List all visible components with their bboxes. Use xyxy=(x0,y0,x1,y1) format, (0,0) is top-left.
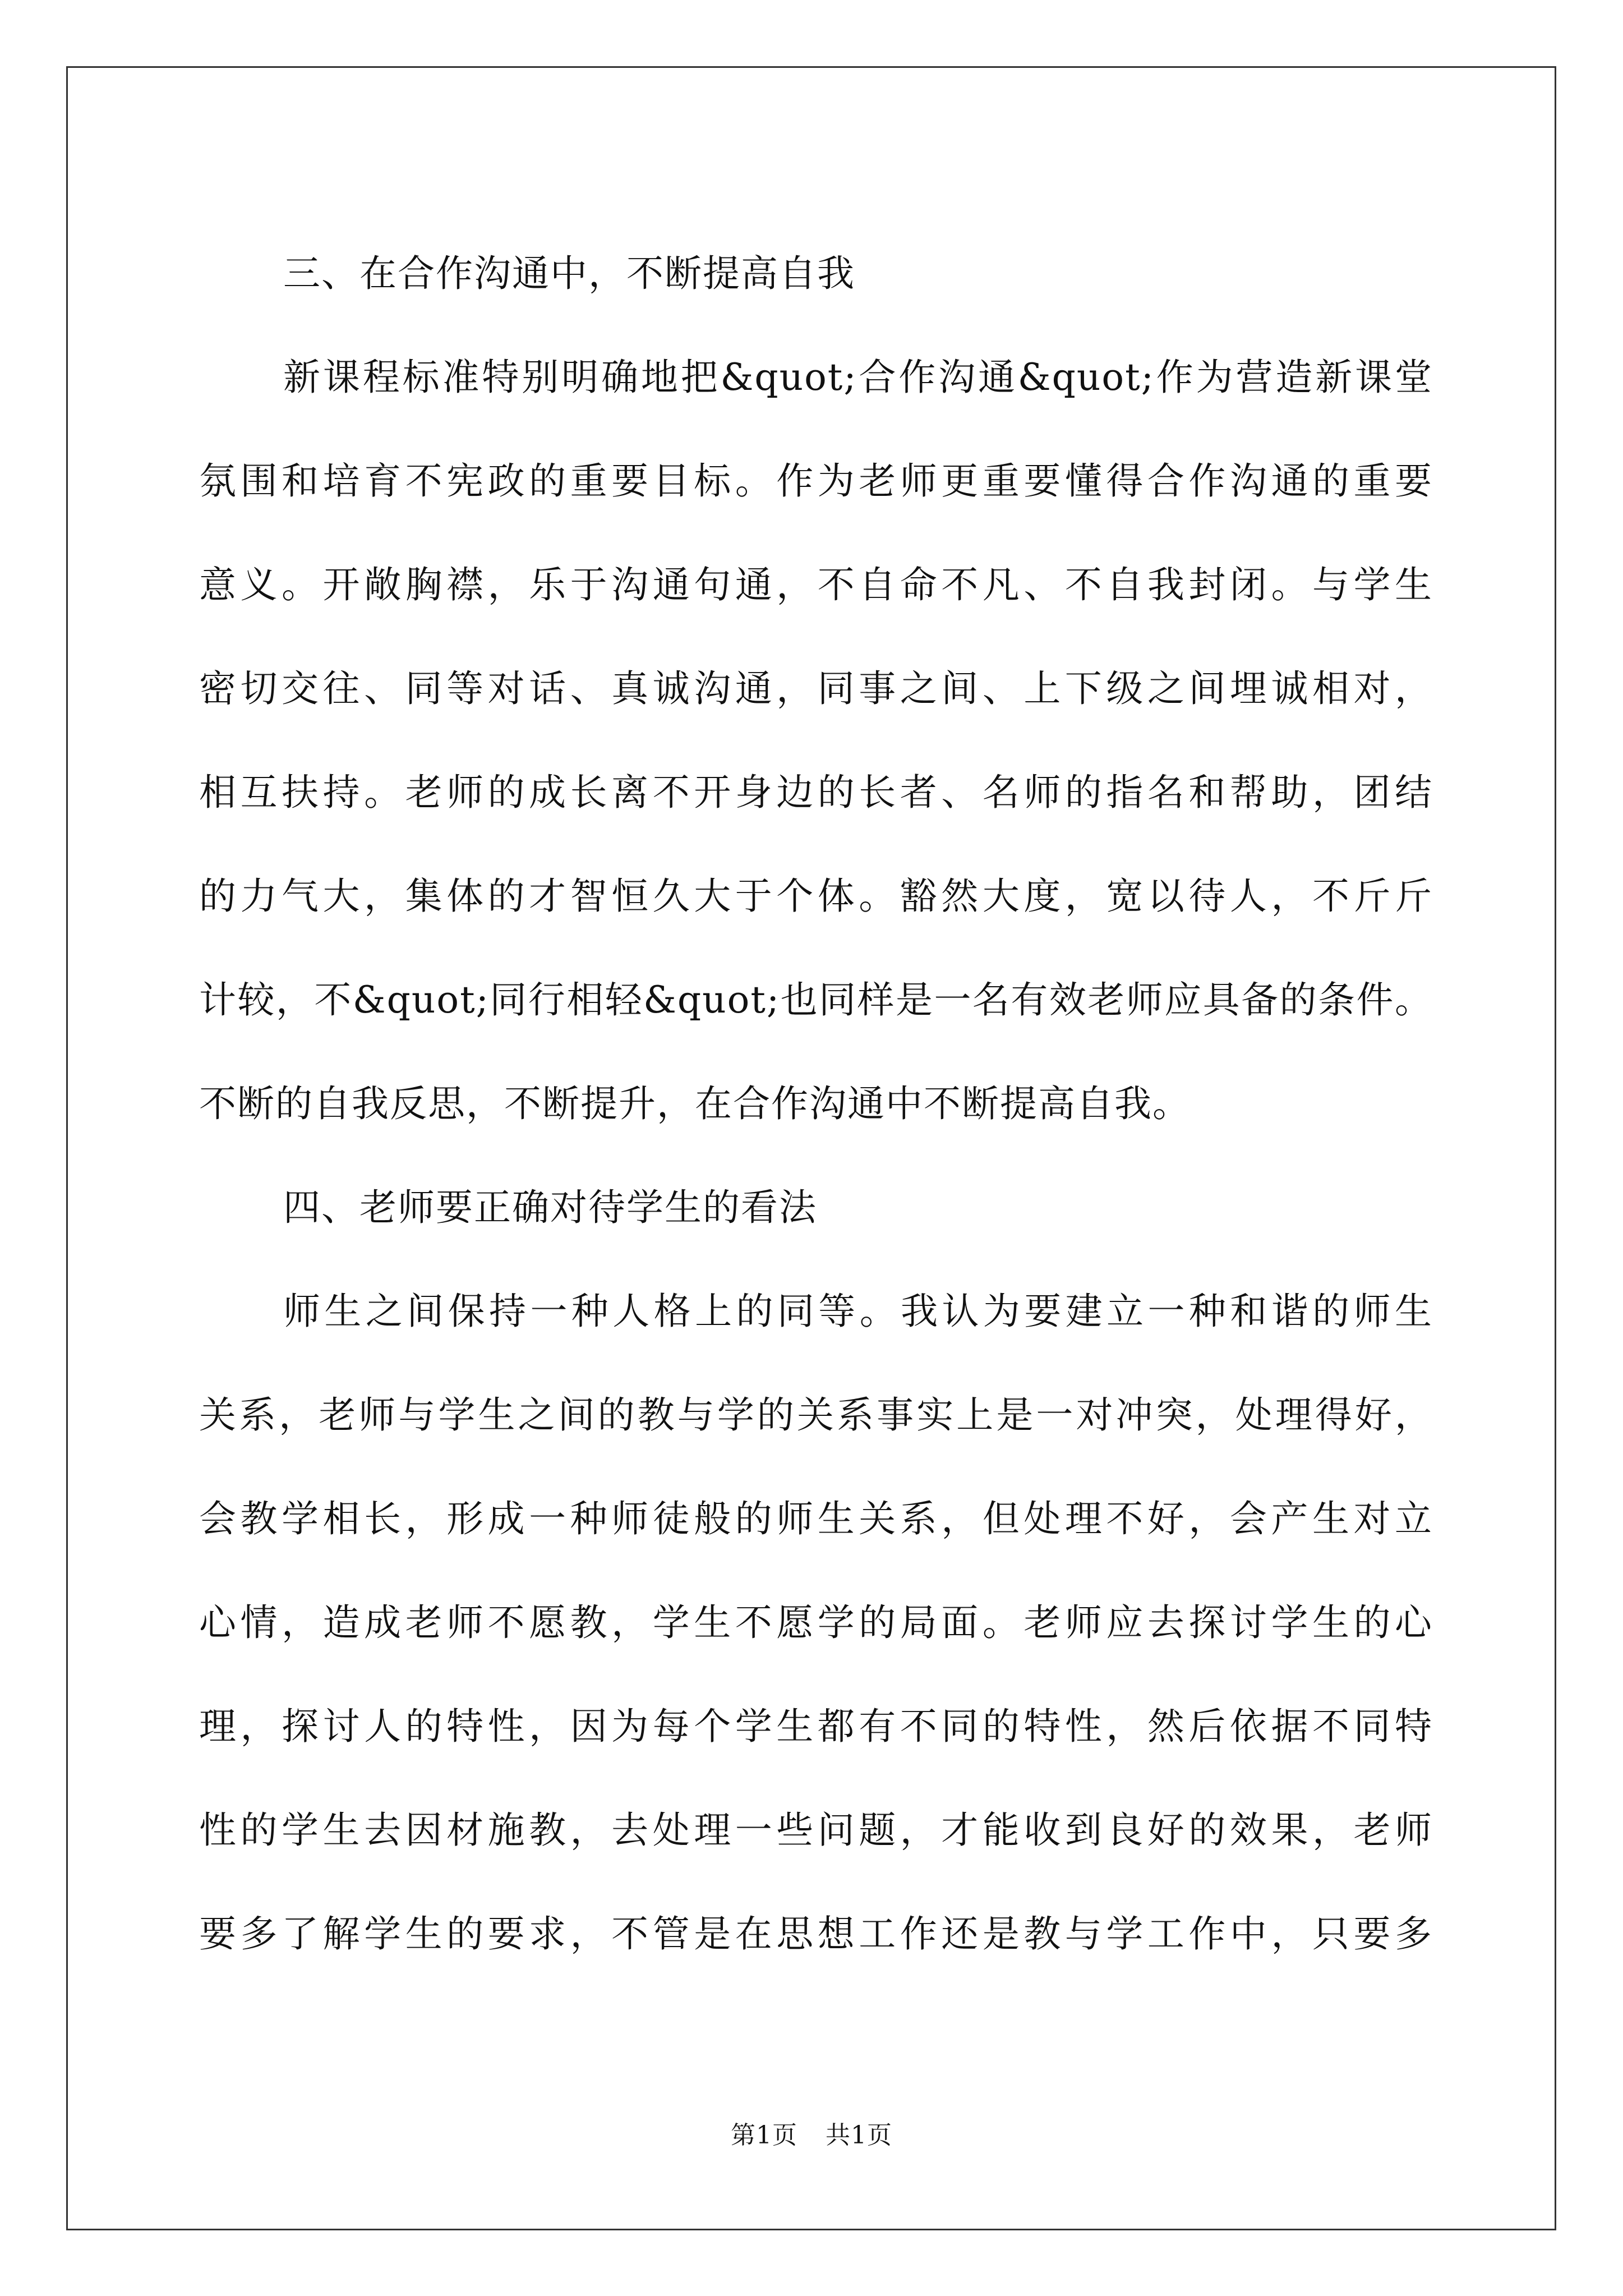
document-body xyxy=(199,222,1433,1986)
text-line: 性的学生去因材施教，去处理一些问题，才能收到良好的效果，老师 xyxy=(199,1809,1433,1852)
text-line: 要多了解学生的要求，不管是在思想工作还是教与学工作中，只要多 xyxy=(199,1912,1433,1955)
text-line: 三、在合作沟通中，不断提高自我 xyxy=(283,252,855,295)
page-footer xyxy=(0,2115,1623,2151)
text-line: 计较，不&quot;同行相轻&quot;也同样是一名有效老师应具备的条件。 xyxy=(199,978,1433,1022)
text-line: 意义。开敞胸襟，乐于沟通句通，不自命不凡、不自我封闭。与学生 xyxy=(199,563,1433,606)
text-line: 理，探讨人的特性，因为每个学生都有不同的特性，然后依据不同特 xyxy=(199,1705,1433,1748)
text-line: 会教学相长，形成一种师徒般的师生关系，但处理不好，会产生对立 xyxy=(199,1497,1433,1540)
page-number: 第1页 xyxy=(731,2121,797,2150)
text-line: 新课程标准特别明确地把&quot;合作沟通&quot;作为营造新课堂 xyxy=(283,356,1433,399)
text-line: 的力气大，集体的才智恒久大于个体。豁然大度，宽以待人，不斤斤 xyxy=(199,875,1433,918)
text-line: 不断的自我反思，不断提升，在合作沟通中不断提高自我。 xyxy=(199,1082,1191,1125)
text-line: 密切交往、同等对话、真诚沟通，同事之间、上下级之间埋诚相对， xyxy=(199,667,1433,710)
text-line: 相互扶持。老师的成长离不开身边的长者、名师的指名和帮助，团结 xyxy=(199,771,1433,814)
text-line: 关系，老师与学生之间的教与学的关系事实上是一对冲突，处理得好， xyxy=(199,1393,1433,1437)
text-line: 师生之间保持一种人格上的同等。我认为要建立一种和谐的师生 xyxy=(283,1290,1433,1333)
text-line: 心情，造成老师不愿教，学生不愿学的局面。老师应去探讨学生的心 xyxy=(199,1601,1433,1644)
text-line: 氛围和培育不宪政的重要目标。作为老师更重要懂得合作沟通的重要 xyxy=(199,459,1433,503)
page-total: 共1页 xyxy=(826,2121,892,2150)
text-line: 四、老师要正确对待学生的看法 xyxy=(283,1186,817,1229)
